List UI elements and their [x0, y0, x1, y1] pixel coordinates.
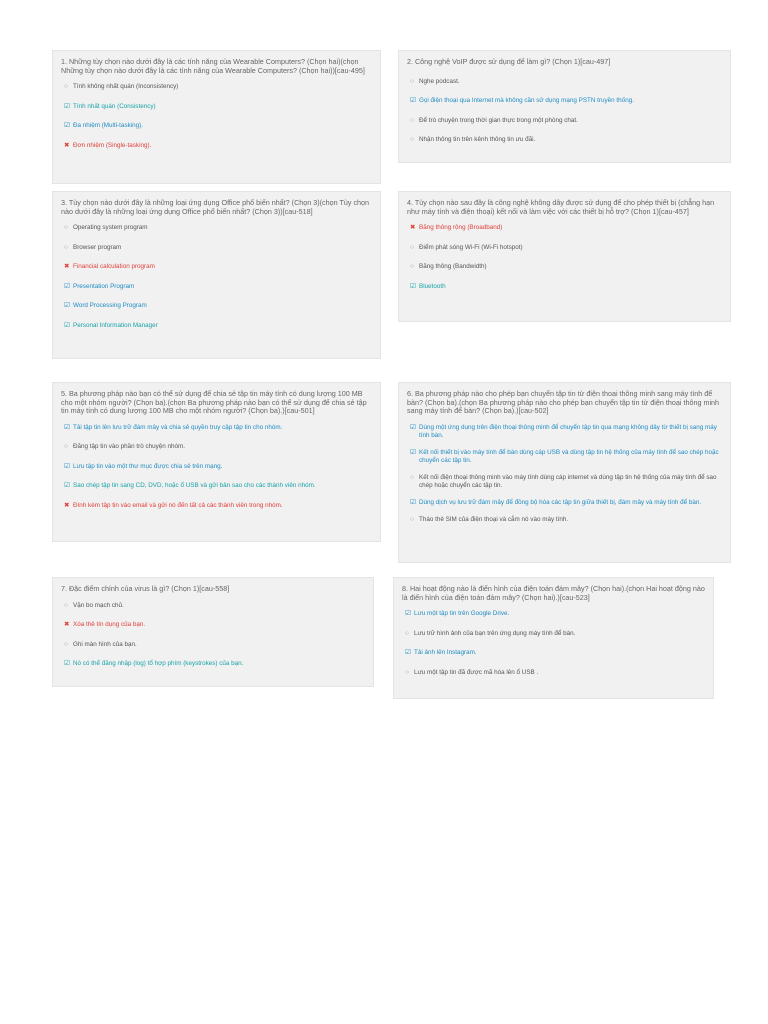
checkbox-checked-icon[interactable]: ☑ — [64, 482, 70, 490]
checkbox-checked-icon[interactable]: ☑ — [64, 321, 70, 329]
option-item[interactable] — [64, 463, 372, 471]
radio-icon[interactable]: ○ — [410, 243, 414, 251]
radio-icon[interactable]: ○ — [64, 443, 68, 451]
option-label: Tháo thẻ SIM của điện thoại và cắm nó vào máy tính. — [419, 515, 569, 523]
option-label: Tải ảnh lên Instagram. — [414, 649, 477, 657]
option-item[interactable] — [410, 78, 722, 86]
question-text: 5. Ba phương pháp nào bạn có thể sử dụng để chia sẻ tập tin máy tính có dung lượng 100 MB cho một nhóm người? (Chọn ba).(chọn Ba phương pháp nào bạn có thể sử dụng để chia sẻ tập tin máy tính có dung lượng 100 MB cho một nhóm người? (Chọn ba).)[cau-501] — [61, 389, 367, 416]
option-label: Lưu tập tin vào một thư mục được chia sẻ trên mạng. — [73, 462, 223, 470]
cross-icon[interactable]: ✖ — [410, 224, 416, 232]
option-label: Nghe podcast. — [419, 77, 460, 85]
option-item[interactable] — [64, 621, 365, 629]
question-text: 8. Hai hoạt động nào là điển hình của điện toán đám mây? (Chọn hai).(chọn Hai hoạt động nào là điển hình của điện toán đám mây? (Chọn hai).)[cau-523] — [402, 584, 705, 602]
option-label: Word Processing Program — [73, 302, 147, 310]
question-card-4 — [398, 191, 731, 322]
option-item[interactable] — [410, 474, 722, 490]
checkbox-checked-icon[interactable]: ☑ — [64, 462, 70, 470]
cross-icon[interactable]: ✖ — [64, 263, 70, 271]
option-label: Đăng tập tin vào phần trò chuyện nhóm. — [73, 443, 186, 451]
question-text: 7. Đặc điểm chính của virus là gì? (Chọn 1)[cau-558] — [61, 584, 230, 593]
option-item[interactable] — [64, 142, 372, 150]
radio-icon[interactable]: ○ — [410, 77, 414, 85]
option-label: Tải tập tin lên lưu trữ đám mây và chia sẻ quyền truy cập tập tin cho nhóm. — [73, 423, 283, 431]
checkbox-checked-icon[interactable]: ☑ — [64, 660, 70, 668]
option-item[interactable] — [64, 660, 365, 668]
cross-icon[interactable]: ✖ — [64, 141, 70, 149]
option-item[interactable] — [410, 424, 722, 440]
option-item[interactable] — [410, 516, 722, 524]
option-label: Personal Information Manager — [73, 321, 158, 329]
option-item[interactable] — [405, 610, 705, 618]
checkbox-checked-icon[interactable]: ☑ — [64, 282, 70, 290]
option-item[interactable] — [64, 244, 372, 252]
radio-icon[interactable]: ○ — [64, 601, 68, 609]
checkbox-checked-icon[interactable]: ☑ — [410, 423, 416, 431]
radio-icon[interactable]: ○ — [410, 515, 414, 523]
option-label: Bluetooth — [419, 282, 446, 290]
option-item[interactable] — [410, 97, 722, 105]
option-item[interactable] — [64, 103, 372, 111]
checkbox-checked-icon[interactable]: ☑ — [410, 498, 416, 506]
radio-icon[interactable]: ○ — [410, 116, 414, 124]
radio-icon[interactable]: ○ — [410, 473, 414, 481]
option-item[interactable] — [405, 630, 705, 638]
option-label: Điểm phát sóng Wi-Fi (Wi-Fi hotspot) — [419, 243, 523, 251]
question-text: 4. Tùy chọn nào sau đây là công nghệ không dây được sử dụng để cho phép thiết bị (chẳng hạn như máy tính và điện thoại) kết nối và làm việc với các thiết bị hỗ trợ? (Chọn 1)[cau-457] — [407, 198, 715, 216]
option-item[interactable] — [64, 443, 372, 451]
option-item[interactable] — [64, 224, 372, 232]
question-card-6 — [398, 382, 731, 563]
question-card-2 — [398, 50, 731, 163]
option-item[interactable] — [410, 449, 722, 465]
option-label: Operating system program — [73, 224, 148, 232]
question-text: 3. Tùy chọn nào dưới đây là những loại ứng dụng Office phổ biến nhất? (Chọn 3)(chọn Tùy chọn nào dưới đây là những loại ứng dụng Office phổ biến nhất? (Chọn 3))[cau-518] — [61, 198, 370, 216]
option-label: Kết nối điện thoại thông minh vào máy tính dùng cáp internet và dùng tập tin hệ thống của máy tính để sao chép hoặc chuyển các tập tin. — [419, 473, 717, 489]
option-item[interactable] — [64, 83, 372, 91]
cross-icon[interactable]: ✖ — [64, 501, 70, 509]
cross-icon[interactable]: ✖ — [64, 621, 70, 629]
radio-icon[interactable]: ○ — [64, 640, 68, 648]
option-item[interactable] — [64, 641, 365, 649]
option-item[interactable] — [64, 602, 365, 610]
option-item[interactable] — [410, 117, 722, 125]
radio-icon[interactable]: ○ — [64, 83, 68, 91]
option-label: Băng thông (Bandwidth) — [419, 263, 487, 271]
option-item[interactable] — [410, 499, 722, 507]
checkbox-checked-icon[interactable]: ☑ — [410, 448, 416, 456]
question-card-1 — [52, 50, 381, 184]
option-label: Presentation Program — [73, 282, 135, 290]
option-label: Lưu một tập tin đã được mã hóa lên ổ USB . — [414, 668, 539, 676]
option-label: Dùng một ứng dụng trên điện thoại thông minh để chuyển tập tin qua mạng không dây từ thiết bị sang máy tính bàn. — [419, 423, 717, 439]
option-label: Lưu một tập tin trên Google Drive. — [414, 610, 510, 618]
question-text: 1. Những tùy chọn nào dưới đây là các tính năng của Wearable Computers? (Chọn hai)(chọn Những tùy chọn nào dưới đây là các tính năng của Wearable Computers? (Chọn hai))[cau-495] — [61, 57, 365, 75]
option-label: Sao chép tập tin sang CD, DVD, hoặc ổ USB và gửi bản sao cho các thành viên nhóm. — [73, 482, 316, 490]
radio-icon[interactable]: ○ — [405, 629, 409, 637]
option-label: Dùng dịch vụ lưu trữ đám mây để đồng bộ hóa các tập tin giữa thiết bị, đám mây và máy tính để bàn. — [419, 498, 702, 506]
option-label: Băng thông rộng (Broadband) — [419, 224, 503, 232]
option-label: Để trò chuyện trong thời gian thực trong một phòng chat. — [419, 116, 578, 124]
option-item[interactable] — [410, 283, 722, 291]
option-label: Lưu trữ hình ảnh của bạn trên ứng dụng máy tính để bàn. — [414, 629, 576, 637]
checkbox-checked-icon[interactable]: ☑ — [64, 302, 70, 310]
option-label: Tính không nhất quán (Inconsistency) — [73, 83, 179, 91]
radio-icon[interactable]: ○ — [405, 668, 409, 676]
checkbox-checked-icon[interactable]: ☑ — [410, 97, 416, 105]
checkbox-checked-icon[interactable]: ☑ — [410, 282, 416, 290]
option-label: Xóa thẻ tín dụng của bạn. — [73, 621, 146, 629]
radio-icon[interactable]: ○ — [410, 263, 414, 271]
option-item[interactable] — [64, 424, 372, 432]
option-label: Kết nối thiết bị vào máy tính để bàn dùng cáp USB và dùng tập tin hệ thống của máy tính để sao chép hoặc chuyển các tập tin. — [419, 448, 719, 464]
checkbox-checked-icon[interactable]: ☑ — [405, 610, 411, 618]
question-card-5 — [52, 382, 381, 542]
option-item[interactable] — [64, 482, 372, 490]
option-item[interactable] — [410, 136, 722, 144]
option-label: Ghi màn hình của bạn. — [73, 640, 137, 648]
option-label: Gọi điện thoại qua Internet mà không cần sử dụng mạng PSTN truyền thống. — [419, 97, 634, 105]
option-label: Đơn nhiệm (Single-tasking). — [73, 141, 152, 149]
radio-icon[interactable]: ○ — [64, 224, 68, 232]
option-label: Vặn bo mạch chủ. — [73, 601, 124, 609]
option-item[interactable] — [64, 122, 372, 130]
option-item[interactable] — [405, 669, 705, 677]
question-card-7 — [52, 577, 374, 687]
question-card-8 — [393, 577, 714, 699]
option-label: Đa nhiệm (Multi-tasking). — [73, 122, 143, 130]
option-label: Financial calculation program — [73, 263, 155, 271]
option-item[interactable] — [64, 283, 372, 291]
option-item[interactable] — [405, 649, 705, 657]
option-item[interactable] — [410, 224, 722, 232]
option-label: Nhận thông tin trên kênh thông tin ưu đãi. — [419, 136, 536, 144]
question-text: 6. Ba phương pháp nào cho phép bạn chuyển tập tin từ điện thoại thông minh sang máy tính để bàn? (Chọn ba).(chọn Ba phương pháp nào cho phép bạn chuyển tập tin từ điện thoại thông minh sang máy tính để bàn? (Chọn ba).)[cau-502] — [407, 389, 720, 416]
option-label: Tính nhất quán (Consistency) — [73, 102, 156, 110]
checkbox-checked-icon[interactable]: ☑ — [405, 649, 411, 657]
option-item[interactable] — [64, 302, 372, 310]
radio-icon[interactable]: ○ — [410, 136, 414, 144]
option-label: Browser program — [73, 243, 122, 251]
option-item[interactable] — [64, 263, 372, 271]
option-item[interactable] — [410, 263, 722, 271]
option-label: Đính kèm tập tin vào email và gửi nó đến tất cả các thành viên trong nhóm. — [73, 501, 283, 509]
checkbox-checked-icon[interactable]: ☑ — [64, 122, 70, 130]
question-text: 2. Công nghệ VoIP được sử dụng để làm gì? (Chọn 1)[cau-497] — [407, 57, 611, 66]
option-item[interactable] — [64, 322, 372, 330]
option-label: Nó có thể đăng nhập (log) tổ hợp phím (keystrokes) của bạn. — [73, 660, 244, 668]
radio-icon[interactable]: ○ — [64, 243, 68, 251]
checkbox-checked-icon[interactable]: ☑ — [64, 102, 70, 110]
option-item[interactable] — [64, 502, 372, 510]
checkbox-checked-icon[interactable]: ☑ — [64, 423, 70, 431]
option-item[interactable] — [410, 244, 722, 252]
question-card-3 — [52, 191, 381, 359]
